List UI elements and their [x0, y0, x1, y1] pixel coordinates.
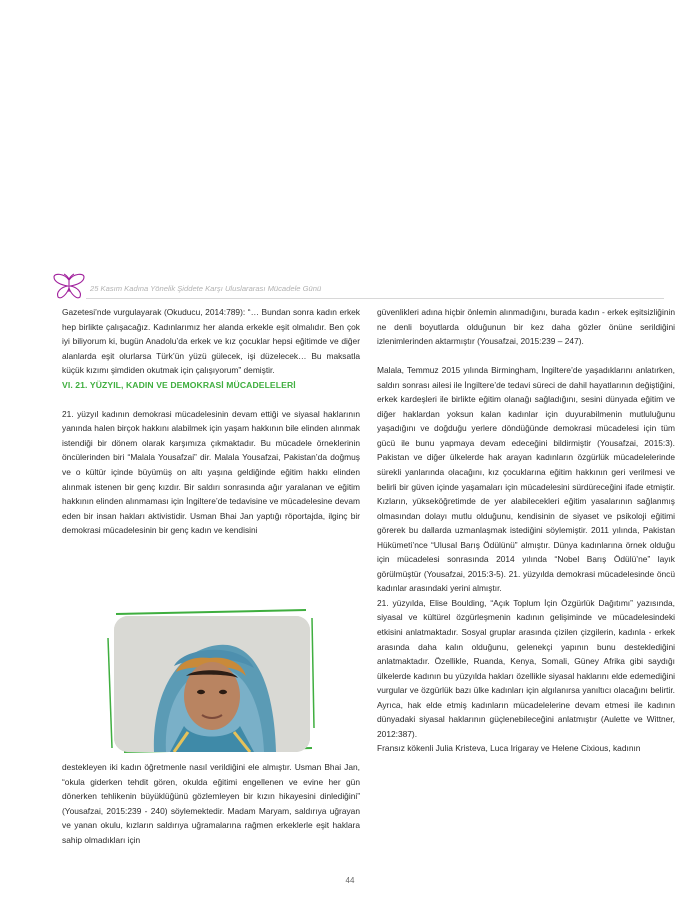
page-number: 44	[345, 876, 355, 885]
header-title: 25 Kasım Kadına Yönelik Şiddete Karşı Uluslararası Mücadele Günü	[90, 284, 322, 293]
header-divider	[86, 298, 664, 299]
right-paragraph-3: 21. yüzyılda, Elise Boulding, “Açık Toplum İçin Özgürlük Dağıtımı” yazısında, siyasal ve kültürel özgürleşmenin kadının gelişiminde ve mücadelesindeki etkisini anlatmaktadır. Sosyal gruplar arasında çizilen çizgilerin, kadınla - erkek arasında daha kalın olduğunu, gelenekçi yapının bunu desteklediğini anlatmaktadır. Özellikle, Ruanda, Kenya, Somali, Güney Afrika gibi saydığı ülkelerde kadının bu yüzyılda hakları özellikle siyasal haklarını elde edemediğini vurgular ve özgürlük bazı ülke kadınları için algılanırsa yanıltıcı olacağını belirtir. Ayrıca, hak elde etmiş kadınların mücadelelerine devam etmesi ile kadının dünyadaki siyasal haklarının güçlenebileceğini anlatmıştır (Aulette ve Wittner, 2012:387).	[377, 597, 675, 739]
right-paragraph-4: Fransız kökenli Julia Kristeva, Luca Irigaray ve Helene Cixious, kadının	[377, 743, 641, 754]
body-paragraph: 21. yüzyıl kadının demokrasi mücadelesinin devam ettiği ve siyasal haklarının yanında halen birçok hakkını alabilmek için yaşam hakkının bile elinden alınmak istendiği bir dönem olarak karşımıza çıkmaktadır. Bu mücadele örneklerinin öncülerinden biri “Malala Yousafzai” dir. Malala Yousafzai, Pakistan’da doğmuş ve o kültür içinde büyümüş on altı yaşına geldiğinde eğitim hakkı elinden alınmak istenen bir genç kızdır. Bir saldırı sonrasında ağır yaralanan ve eğitim hakkının elinden alınmaması için İngiltere’de tedavisine ve mücadelesine devam eden bir insan hakları aktivistidir. Usman Bhai Jan yaptığı röportajda, ilginç bir demokrasi mücadelesinin bir genç kadın ve kendisini	[62, 408, 360, 536]
butterfly-icon	[52, 272, 86, 300]
left-column-continued	[62, 760, 360, 847]
section-heading: VI. 21. YÜZYIL, KADIN VE DEMOKRASİ MÜCADELELERİ	[62, 379, 296, 390]
right-column	[377, 305, 675, 756]
photo-frame	[106, 608, 316, 754]
right-paragraph-2: Malala, Temmuz 2015 yılında Birmingham, İngiltere’de yaşadıklarını anlatırken, saldırı sonrası ailesi ile İngiltere’de tedavi süreci de dahil hayatlarının değiştiğini, erkek kardeşleri ile birlikte eğitim olanağı sağladığını, sesini dünyada eğitim ve diğer haklardan yoksun kalan kadınlar için duyurabilmenin mutluluğunu yaşadığını ve doğduğu yerlere döndüğünde demokrasi mücadelesi için tüm gücü ile bunu yapmaya devam edeceğini bildirmiştir (Yousafzai, 2015:3). Pakistan ve diğer ülkelerde hak arayan kadınların özgürlük mücadelelerinde sürekli yanlarında olacağını, kız çocuklarına eğitim hakkının geri verilmesi ve belirli bir güven içinde yaşamaları için mücadelesini sürdüreceğini ifade etmiştir. Kızların, yükseköğretimde de yer alabilecekleri eğitim yasalarının sağlanmış olmasından dolayı mutlu olduğunu, kendisinin de siyaset ve psikoloji eğitimi görerek bu dallarda uzmanlaşmak istediğini söylemiştir. 2011 yılında, Pakistan Hükümeti’nce “Ulusal Barış Ödülünü” almıştır. Dünya kadınlarına örnek olduğu için mücadelesi sonrasında 2014 yılında “Nobel Barış Ödülü’ne” layık görülmüştür (Yousafzai, 2015:3-5). 21. yüzyılda demokrasi mücadelesinde öncü kadınlar arasındaki yerini almıştır.	[377, 365, 675, 594]
body-paragraph-continued: destekleyen iki kadın öğretmenle nasıl verildiğini ele almıştır. Usman Bhai Jan, “okula giderken tehdit gören, okulda eğitimi engellenen ve evine her gün dönerken tehlikenin büyüklüğünü gözlemleyen bir kızın hikayesini dinlediğini” (Yousafzai, 2015:239 - 240) söylemektedir. Madam Maryam, saldırıya uğrayan ve yanan okulu, kızların saldırıya uğramalarına rağmen erkeklerle eşit haklara sahip olmadıkları için	[62, 762, 360, 845]
right-paragraph-1: güvenlikleri adına hiçbir önlemin alınmadığını, burada kadın - erkek eşitsizliğinin ne denli boyutlarda olduğunun bir kez daha gözler önüne serildiğini izlenimlerinden aktarmıştır (Yousafzai, 2015:239 – 247).	[377, 307, 675, 347]
left-column	[62, 305, 360, 538]
intro-paragraph: Gazetesi’nde vurgulayarak (Okuducu, 2014:789): “… Bundan sonra kadın erkek hep birlikte çalışacağız. Kadınlarımız her alanda erkekle eşit olmalıdır. Ben çok iyi biliyorum ki, bugün Anadolu’da erkek ve kız çocuklar hepsi eğitimde ve diğer alanlarda eşit olurlarsa Türk’ün yüzü gülecek, işi düzelecek… Bu maksatla küçük kızımı şimdiden okutmak için çalışıyorum” demiştir.	[62, 307, 360, 376]
portrait-photo	[114, 616, 310, 752]
page-header	[52, 272, 662, 300]
